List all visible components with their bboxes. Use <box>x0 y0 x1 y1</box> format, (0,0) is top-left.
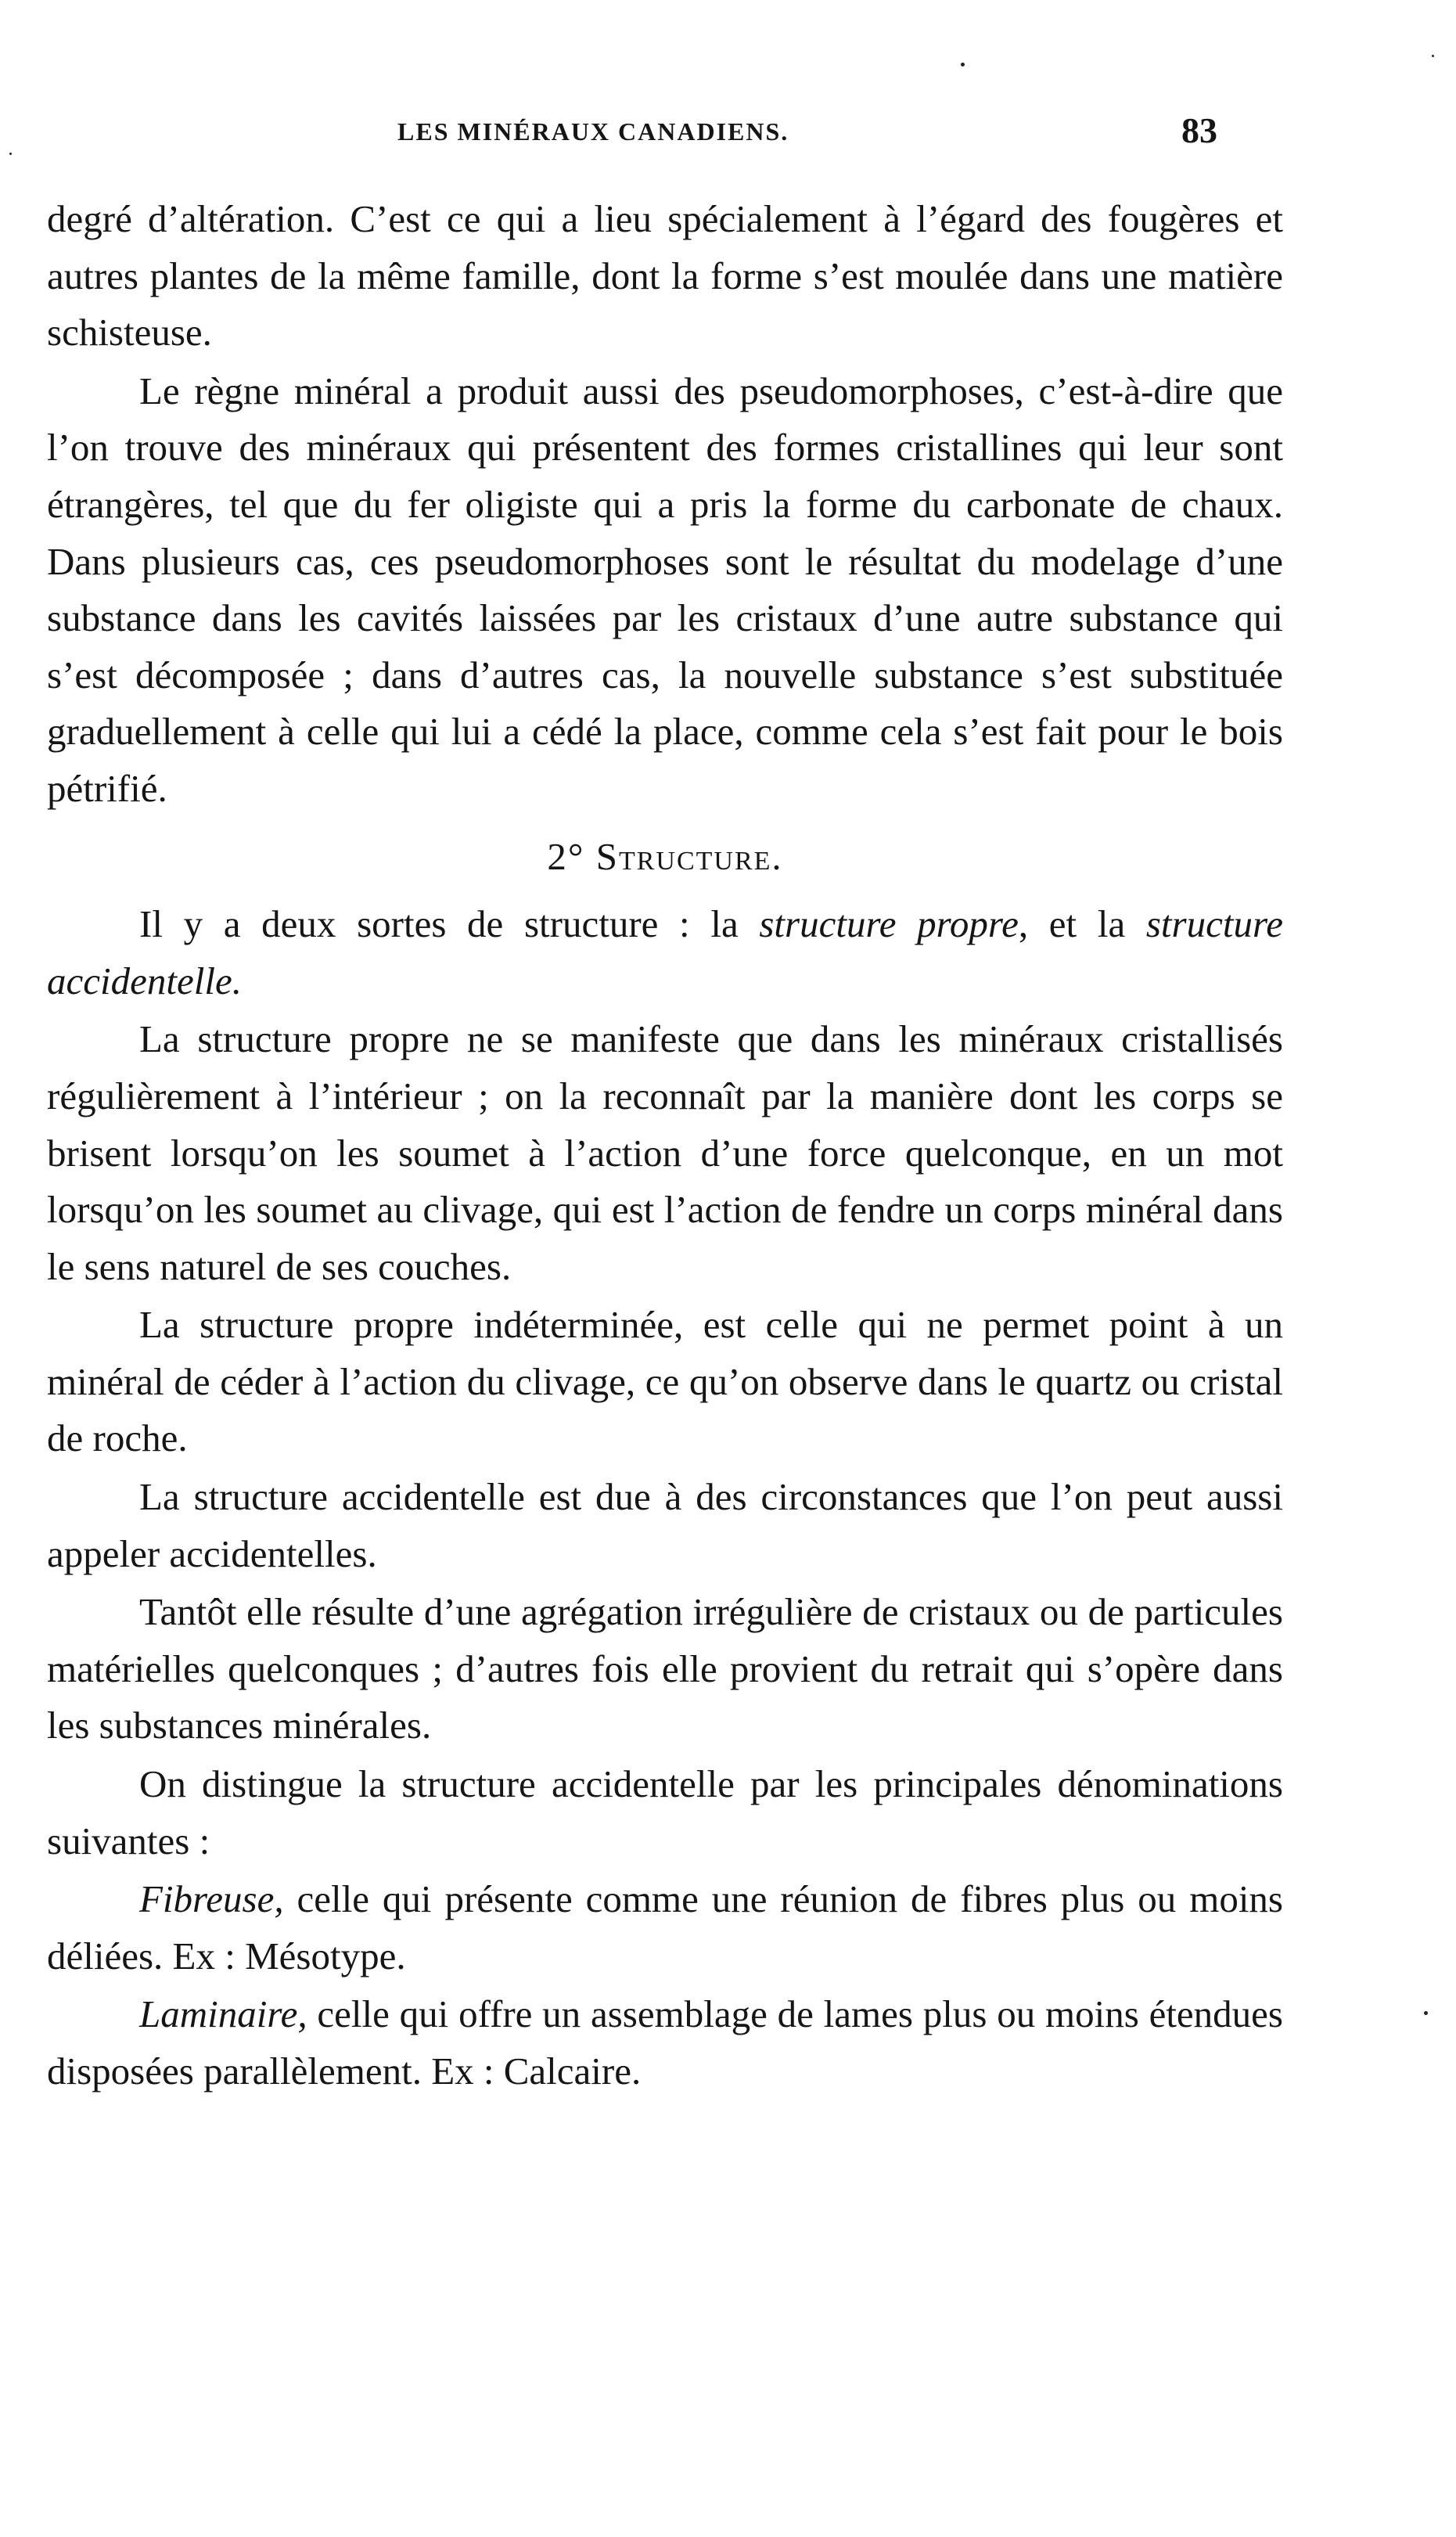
paragraph-structure-propre: La structure propre ne se manifeste que dans les minéraux cristallisés régulièrement à l’intérieur ; on la reconnaît par la manière dont les corps se brisent lorsqu’on les soumet à l’action d’une force quelconque, en un mot lorsqu’on les soumet au clivage, qui est l’action de fendre un corps minéral dans le sens naturel de ses couches. <box>47 1017 1283 1288</box>
term-fibreuse: Fibreuse, <box>139 1877 284 1921</box>
term-structure-accidentelle: structure accidentelle. <box>47 902 1283 1002</box>
page-body <box>47 191 1283 2100</box>
term-laminaire: Laminaire, <box>139 1992 307 2036</box>
paragraph-structure-accidentelle: La structure accidentelle est due à des circonstances que l’on peut aussi appeler accidentelles. <box>47 1475 1283 1575</box>
paragraph-pseudomorphoses: Le règne minéral a produit aussi des pseudomorphoses, c’est-à-dire que l’on trouve des minéraux qui présentent des formes cristallines qui leur sont étrangères, tel que du fer oligiste qui a pris la forme du carbonate de chaux. Dans plusieurs cas, ces pseudomorphoses sont le résultat du modelage d’une substance dans les cavités laissées par les cristaux d’une autre substance qui s’est décomposée ; dans d’autres cas, la nouvelle substance s’est substituée graduellement à celle qui lui a cédé la place, comme cela s’est fait pour le bois pétrifié. <box>47 369 1283 810</box>
structure-types-text-mid: , et la <box>1018 902 1146 946</box>
paragraph-structure-indeterminee: La structure propre indéterminée, est celle qui ne permet point à un minéral de céder à l’action du clivage, ce qu’on observe dans le quartz ou cristal de roche. <box>47 1303 1283 1460</box>
paragraph-structure-types <box>47 896 1283 1009</box>
paragraph-denominations: On distingue la structure accidentelle par les principales dénominations suivantes : <box>47 1762 1283 1862</box>
section-heading: 2° Structure. <box>547 834 783 878</box>
scan-speck <box>961 63 965 67</box>
term-structure-propre: structure propre <box>759 902 1019 946</box>
structure-types-text-start: Il y a deux sortes de structure : la <box>139 902 760 946</box>
running-title: LES MINÉRAUX CANADIENS. <box>397 117 789 146</box>
paragraph-fibreuse <box>47 1871 1283 1985</box>
scan-speck <box>1432 55 1434 57</box>
fibreuse-definition: celle qui présente comme une réunion de fibres plus ou moins déliées. Ex : Mésotype. <box>47 1877 1283 1977</box>
paragraph-laminaire <box>47 1986 1283 2100</box>
paragraph-continuation: degré d’altération. C’est ce qui a lieu spécialement à l’égard des fougères et autres plantes de la même famille, dont la forme s’est moulée dans une matière schisteuse. <box>47 197 1283 354</box>
scan-speck <box>1424 2011 1428 2015</box>
page-number: 83 <box>1181 110 1217 150</box>
paragraph-agregation: Tantôt elle résulte d’une agrégation irrégulière de cristaux ou de particules matérielles quelconques ; d’autres fois elle provient du retrait qui s’opère dans les substances minérales. <box>47 1590 1283 1747</box>
scan-speck <box>9 153 12 155</box>
laminaire-definition: celle qui offre un assemblage de lames plus ou moins étendues disposées parallèlement. Ex : Calcaire. <box>47 1992 1283 2093</box>
